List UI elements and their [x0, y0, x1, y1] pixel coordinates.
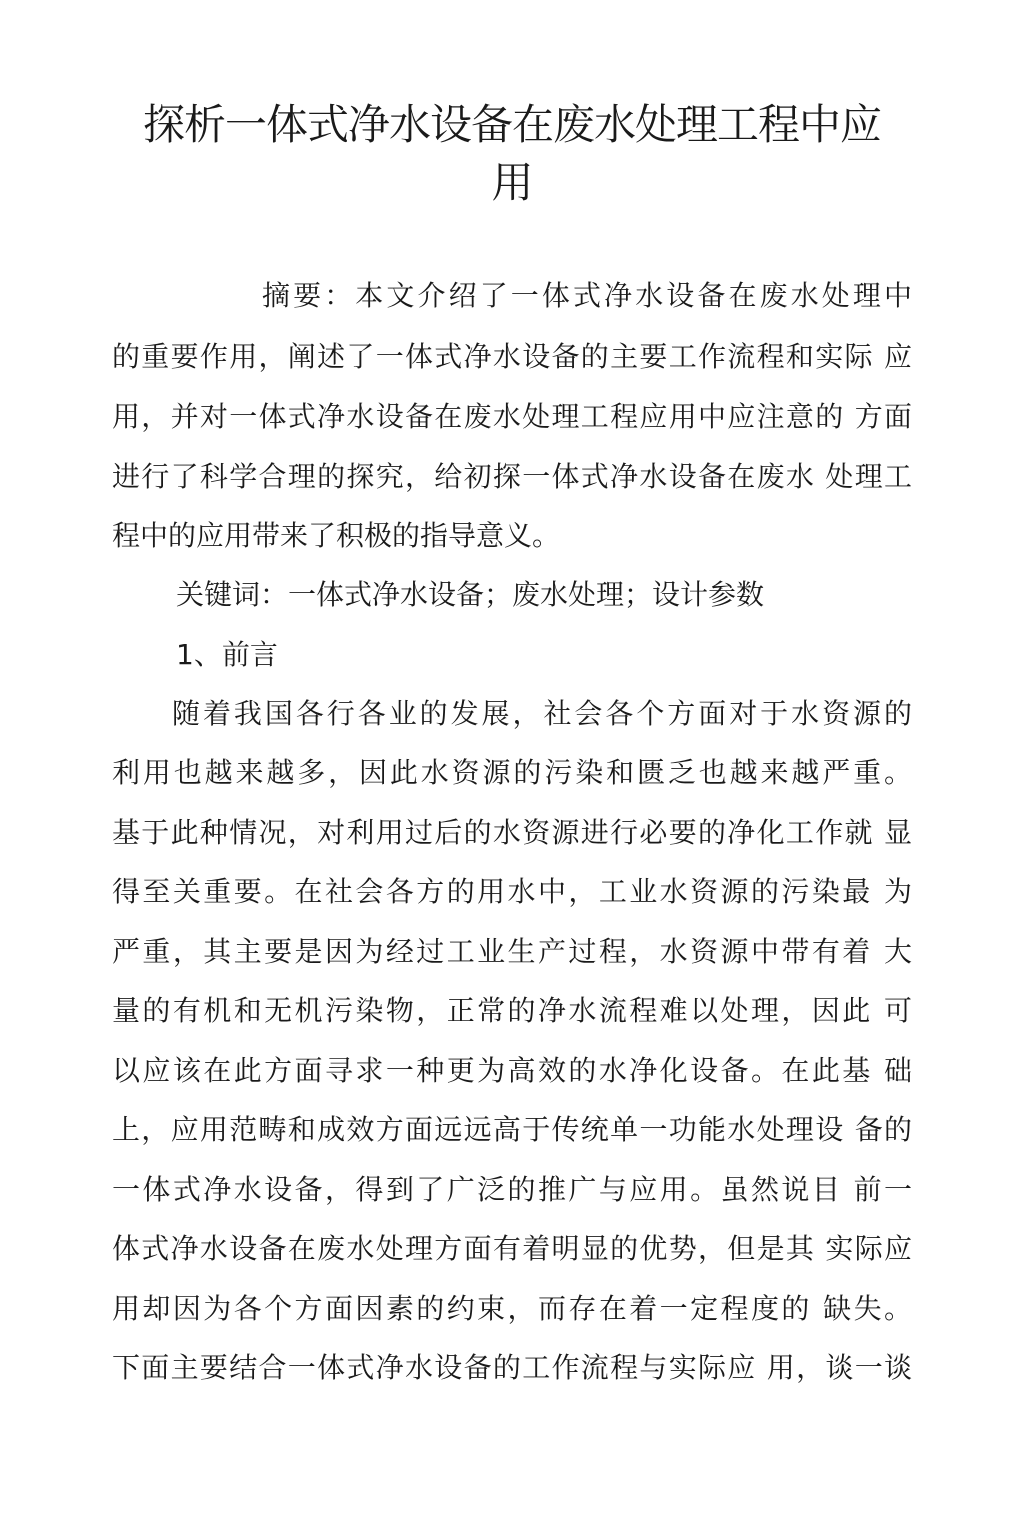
body-line: 随着我国各行各业的发展，社会各个方面对于水资源的: [172, 697, 912, 730]
abstract-line: 用，并对一体式净水设备在废水处理工程应用中应注意的 方面: [112, 400, 912, 433]
section-heading: 1、前言: [176, 638, 278, 671]
keywords: 关键词：一体式净水设备；废水处理；设计参数: [176, 578, 765, 611]
body-line: 体式净水设备在废水处理方面有着明显的优势，但是其 实际应: [112, 1232, 912, 1265]
abstract-line: 进行了科学合理的探究，给初探一体式净水设备在废水 处理工: [112, 460, 912, 493]
body-line: 一体式净水设备，得到了广泛的推广与应用。虽然说目 前一: [112, 1173, 912, 1206]
body-line: 以应该在此方面寻求一种更为高效的水净化设备。在此基 础: [112, 1054, 912, 1087]
body-line: 量的有机和无机污染物，正常的净水流程难以处理，因此 可: [112, 994, 912, 1027]
document-title-line-1: 探析一体式净水设备在废水处理工程中应: [142, 100, 881, 149]
abstract-line: 摘要：本文介绍了一体式净水设备在废水处理中: [262, 279, 912, 312]
body-line: 严重，其主要是因为经过工业生产过程，水资源中带有着 大: [112, 935, 912, 968]
body-line: 下面主要结合一体式净水设备的工作流程与实际应 用，谈一谈: [112, 1351, 912, 1384]
body-line: 上，应用范畴和成效方面远远高于传统单一功能水处理设 备的: [112, 1113, 912, 1146]
body-line: 用却因为各个方面因素的约束，而存在着一定程度的 缺失。: [112, 1292, 912, 1325]
body-line: 得至关重要。在社会各方的用水中，工业水资源的污染最 为: [112, 875, 912, 908]
abstract-line: 的重要作用，阐述了一体式净水设备的主要工作流程和实际 应: [112, 340, 912, 373]
document-title-line-2: 用: [491, 158, 533, 207]
body-line: 基于此种情况，对利用过后的水资源进行必要的净化工作就 显: [112, 816, 912, 849]
abstract-line: 程中的应用带来了积极的指导意义。: [112, 519, 561, 552]
body-line: 利用也越来越多，因此水资源的污染和匮乏也越来越严重。: [112, 756, 912, 789]
